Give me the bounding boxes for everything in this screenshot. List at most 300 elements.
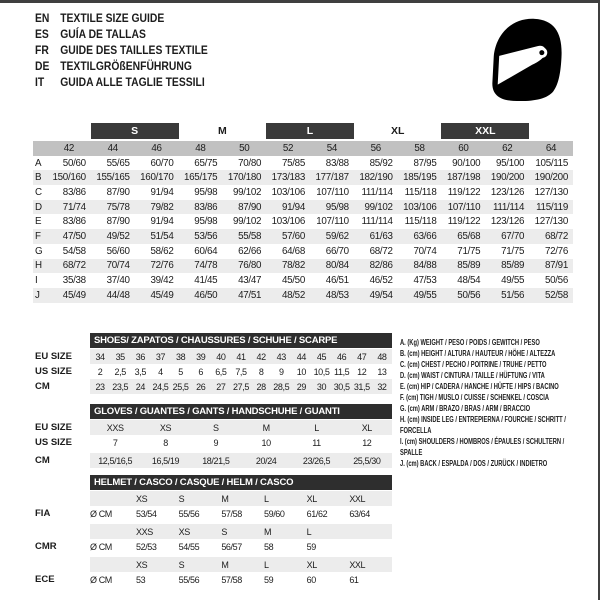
measure-value: 72/76 (544, 245, 568, 257)
size-number: 56 (370, 142, 381, 154)
size-number: 62 (502, 142, 513, 154)
shoes-value: 28,5 (273, 381, 290, 392)
gloves-value: XXS (106, 422, 124, 433)
shoes-value: 3,5 (134, 366, 146, 377)
shoes-value: 12 (357, 366, 367, 377)
measure-value: 82/86 (369, 260, 393, 272)
size-group-m: M (217, 125, 227, 137)
gloves-row-values (90, 420, 392, 435)
measure-letter: F (35, 230, 41, 242)
helmet-size-label: L (264, 559, 269, 570)
helmet-size-label: L (306, 526, 312, 537)
measure-value: 111/114 (361, 186, 393, 198)
helmet-unit-label: Ø CM (90, 574, 112, 585)
measure-value: 87/90 (106, 216, 130, 228)
measure-value: 68/72 (544, 230, 568, 242)
measure-value: 119/122 (447, 186, 481, 198)
measure-value: 95/98 (194, 216, 218, 228)
shoes-value: 6,5 (215, 366, 227, 377)
shoes-value: 42 (256, 351, 266, 362)
measure-value: 46/52 (369, 275, 393, 287)
measure-value: 61/63 (369, 230, 393, 242)
measure-value: 78/82 (281, 260, 305, 272)
legend-item: I. (cm) SHOULDERS / HOMBROS / ÉPAULES / SCHULTERN / SPALLE (400, 437, 565, 457)
language-code: ES (35, 29, 49, 41)
measure-value: 91/94 (281, 201, 305, 213)
measure-value: 46/50 (194, 289, 218, 301)
measure-letter: J (35, 289, 40, 301)
shoes-value: 25,5 (172, 381, 189, 392)
helmet-value: 59 (264, 574, 274, 585)
language-code: IT (35, 77, 45, 89)
helmet-value: 53 (136, 574, 146, 585)
gloves-row-label: CM (35, 455, 50, 466)
legend-item: F. (cm) TIGH / MUSLO / CUISSE / SCHENKEL / COSCIA (400, 393, 550, 402)
legend-item: E. (cm) HIP / CADERA / HANCHE / HÜFTE / HIPS / BACINO (400, 382, 559, 391)
helmet-value: 55/56 (178, 574, 200, 585)
legend-item: B. (cm) HEIGHT / ALTURA / HAUTEUR / HÖHE / ALTEZZA (400, 349, 556, 358)
size-group-xl: XL (390, 125, 405, 137)
shoes-row-values (90, 379, 392, 394)
shoes-value: 13 (377, 366, 387, 377)
measure-value: 170/180 (227, 172, 262, 184)
shoes-value: 23,5 (112, 381, 129, 392)
measure-row-g (33, 244, 573, 259)
language-code: DE (35, 61, 50, 73)
helmet-value: 59 (306, 541, 316, 552)
measure-value: 187/198 (447, 172, 481, 184)
measure-value: 51/54 (150, 230, 174, 242)
gloves-value: 20/24 (255, 455, 277, 466)
measure-letter: E (35, 216, 42, 228)
measure-value: 48/54 (457, 275, 481, 287)
gloves-value: L (314, 422, 319, 433)
measure-value: 123/126 (490, 186, 525, 198)
measure-value: 74/78 (194, 260, 218, 272)
helmet-size-label: S (221, 526, 227, 537)
measure-value: 150/160 (52, 172, 86, 184)
top-border-line (0, 0, 600, 3)
language-title: TEXTILGRÖßENFÜHRUNG (60, 61, 192, 73)
shoes-value: 39 (196, 351, 206, 362)
shoes-value: 24,5 (152, 381, 169, 392)
size-number: 52 (282, 142, 294, 154)
measure-value: 185/195 (403, 172, 437, 184)
language-row (35, 43, 208, 59)
measure-value: 107/110 (316, 216, 349, 228)
language-title-list (35, 11, 208, 91)
measure-value: 50/56 (457, 289, 481, 301)
measure-letter: I (35, 275, 38, 287)
measure-value: 71/75 (457, 245, 481, 257)
helmet-sizes-label-spacer (35, 557, 90, 572)
helmet-value: 60 (306, 574, 316, 585)
helmet-value: 61/62 (306, 508, 328, 519)
helmet-standard-label: FIA (35, 508, 51, 519)
shoes-value: 23 (95, 381, 105, 392)
gloves-section (35, 404, 392, 468)
measure-value: 67/70 (501, 230, 525, 242)
helmet-values-row-cmr (90, 539, 392, 554)
measure-value: 107/110 (316, 186, 349, 198)
size-number: 46 (151, 142, 162, 154)
measure-value: 55/65 (106, 157, 130, 169)
gloves-value: 11 (312, 437, 321, 448)
measure-value: 70/74 (413, 245, 437, 257)
shoes-value: 45 (316, 351, 327, 362)
measure-value: 58/62 (150, 245, 174, 257)
measure-value: 105/115 (535, 157, 568, 169)
measure-value: 43/47 (238, 275, 262, 287)
size-group-l: L (266, 123, 354, 139)
measure-value: 54/58 (62, 245, 86, 257)
measure-value: 46/51 (325, 275, 349, 287)
measure-value: 107/110 (447, 201, 481, 213)
helmet-unit-label: Ø CM (90, 508, 112, 519)
shoes-section (35, 333, 392, 394)
measure-row-f (33, 229, 573, 244)
helmet-size-label: XS (136, 559, 148, 570)
measure-value: 83/88 (325, 157, 349, 169)
size-number: 44 (107, 142, 118, 154)
measure-value: 64/68 (281, 245, 305, 257)
language-code: FR (35, 45, 49, 57)
measure-value: 111/114 (493, 201, 525, 213)
measure-value: 53/56 (194, 230, 218, 242)
measure-value: 49/54 (369, 289, 393, 301)
legend-item: J. (cm) BACK / ESPALDA / DOS / ZURÜCK / INDIETRO (400, 459, 548, 468)
helmet-size-label: XXL (349, 559, 366, 570)
measure-value: 111/114 (361, 216, 393, 228)
measure-value: 79/82 (150, 201, 174, 213)
language-title: TEXTILE SIZE GUIDE (60, 13, 165, 25)
measure-value: 76/80 (238, 260, 262, 272)
shoes-value: 28 (256, 381, 266, 392)
shoes-value: 37 (155, 351, 166, 362)
measure-letter: B (35, 172, 42, 184)
measure-letter: G (35, 245, 43, 257)
helmet-value: 63/64 (349, 508, 370, 519)
gloves-value: S (213, 422, 219, 433)
measure-value: 83/86 (194, 201, 218, 213)
shoes-row-label: EU SIZE (35, 351, 72, 362)
measure-value: 62/66 (238, 245, 262, 257)
shoes-value: 43 (276, 351, 286, 362)
language-row (35, 11, 208, 27)
measure-value: 127/130 (534, 216, 568, 228)
helmet-sizes-row-fia (90, 491, 392, 506)
measure-value: 91/94 (150, 186, 174, 198)
measure-value: 190/200 (534, 172, 568, 184)
shoes-row-values (90, 349, 392, 364)
legend-item: H. (cm) INSIDE LEG / ENTREPIERNA / FOURCHE / SCHRITT / FORCELLA (400, 415, 566, 435)
measure-value: 48/52 (281, 289, 305, 301)
measure-value: 49/55 (501, 275, 525, 287)
measure-value: 75/78 (106, 201, 130, 213)
shoes-value: 41 (236, 351, 246, 362)
measure-value: 71/74 (62, 201, 86, 213)
shoes-value: 44 (296, 351, 306, 362)
size-number: 60 (458, 142, 469, 154)
measure-value: 65/68 (457, 230, 481, 242)
measure-row-i (33, 273, 573, 288)
measure-value: 60/64 (194, 245, 218, 257)
measure-value: 41/45 (194, 275, 218, 287)
measure-value: 66/70 (325, 245, 349, 257)
gloves-value: 12 (362, 437, 372, 448)
measure-letter: D (35, 201, 42, 213)
language-row (35, 27, 208, 43)
gloves-row-values (90, 435, 392, 450)
measure-value: 52/58 (544, 289, 568, 301)
measure-value: 103/106 (271, 216, 305, 228)
helmet-size-label: M (264, 526, 272, 537)
helmet-size-label: XL (306, 493, 317, 504)
measure-value: 103/106 (403, 201, 437, 213)
helmet-value: 56/57 (221, 541, 242, 552)
measure-value: 99/102 (232, 216, 262, 228)
measure-value: 35/38 (62, 275, 86, 287)
shoes-value: 5 (178, 366, 183, 377)
legend-item: A. (Kg) WEIGHT / PESO / POIDS / GEWITCH / PESO (400, 338, 540, 347)
measure-value: 90/100 (452, 157, 481, 169)
language-row (35, 59, 208, 75)
language-row (35, 75, 208, 91)
measure-value: 177/187 (315, 172, 349, 184)
shoes-value: 7,5 (235, 366, 247, 377)
size-number: 64 (545, 142, 557, 154)
shoes-value: 6 (198, 366, 204, 377)
measure-row-c (33, 185, 573, 200)
measure-row-d (33, 200, 573, 215)
textile-size-table (33, 123, 573, 303)
measure-value: 50/60 (62, 157, 86, 169)
size-number: 58 (414, 142, 425, 154)
shoes-value: 27 (216, 381, 226, 392)
measure-value: 87/91 (544, 260, 568, 272)
helmet-values-row-ece (90, 572, 392, 587)
measure-value: 68/72 (369, 245, 393, 257)
measure-value: 80/84 (325, 260, 349, 272)
measure-value: 45/50 (281, 275, 305, 287)
measure-value: 182/190 (359, 172, 393, 184)
measure-value: 160/170 (140, 172, 174, 184)
helmet-size-label: M (221, 493, 229, 504)
shoes-value: 9 (278, 366, 284, 377)
shoes-value: 30,5 (333, 381, 350, 392)
measure-letter: A (35, 157, 42, 169)
measure-row-a (33, 156, 573, 171)
shoes-value: 36 (135, 351, 145, 362)
measure-value: 65/75 (194, 157, 218, 169)
shoes-value: 35 (115, 351, 125, 362)
shoes-title-bar: SHOES/ ZAPATOS / CHAUSSURES / SCHUHE / SCARPE (90, 333, 392, 348)
gloves-title-bar: GLOVES / GUANTES / GANTS / HANDSCHUHE / GUANTI (90, 404, 392, 419)
measure-value: 45/49 (150, 289, 174, 301)
measure-value: 75/85 (281, 157, 305, 169)
measure-value: 173/183 (271, 172, 305, 184)
measure-value: 45/49 (62, 289, 86, 301)
gloves-value: 10 (261, 437, 271, 448)
gloves-value: 16,5/19 (151, 455, 180, 466)
size-number: 50 (239, 142, 250, 154)
measure-value: 48/53 (325, 289, 349, 301)
helmet-values-row-fia (90, 506, 392, 521)
size-group-s: S (91, 123, 179, 139)
measure-value: 83/86 (62, 186, 86, 198)
gloves-value: 9 (213, 437, 219, 448)
gloves-row-values (90, 453, 392, 468)
shoes-row-label: CM (35, 381, 50, 392)
gloves-value: 23/26,5 (302, 455, 331, 466)
measure-value: 127/130 (534, 186, 568, 198)
gloves-value: M (262, 422, 270, 433)
gloves-value: 25,5/30 (353, 455, 381, 466)
measure-value: 83/86 (62, 216, 86, 228)
helmet-value: 58 (264, 541, 274, 552)
measure-value: 115/118 (404, 216, 437, 228)
measure-value: 55/58 (238, 230, 262, 242)
measure-value: 70/80 (238, 157, 262, 169)
helmet-value: 52/53 (136, 541, 157, 552)
measure-value: 99/102 (364, 201, 393, 213)
legend-item: C. (cm) CHEST / PECHO / POITRINE / TRUHE / PETTO (400, 360, 547, 369)
shoes-value: 24 (135, 381, 145, 392)
measure-value: 155/165 (96, 172, 130, 184)
language-title: GUIDE DES TAILLES TEXTILE (60, 45, 208, 57)
measure-value: 190/200 (490, 172, 525, 184)
measure-value: 87/90 (238, 201, 262, 213)
size-number: 48 (195, 142, 206, 154)
measure-value: 60/70 (150, 157, 174, 169)
measure-value: 59/62 (325, 230, 349, 242)
gloves-value: 7 (112, 437, 118, 448)
helmet-value: 55/56 (178, 508, 200, 519)
helmet-value: 59/60 (264, 508, 285, 519)
shoes-value: 47 (357, 351, 367, 362)
measure-row-b (33, 170, 573, 185)
helmet-unit-label: Ø CM (90, 541, 112, 552)
gloves-row-label: EU SIZE (35, 422, 72, 433)
measure-value: 123/126 (490, 216, 525, 228)
measure-value: 44/48 (106, 289, 130, 301)
helmet-size-label: M (221, 559, 229, 570)
measure-value: 47/51 (238, 289, 262, 301)
shoes-value: 31,5 (353, 381, 370, 392)
helmet-sizes-row-ece (90, 557, 392, 572)
shoes-value: 30 (316, 381, 327, 392)
gloves-value: 12,5/16,5 (98, 455, 133, 466)
measure-value: 37/40 (106, 275, 130, 287)
helmet-standard-label: ECE (35, 574, 55, 585)
measure-value: 91/94 (150, 216, 174, 228)
measure-value: 115/118 (404, 186, 437, 198)
gloves-value: XS (159, 422, 172, 433)
measure-letter: C (35, 186, 42, 198)
measure-row-e (33, 214, 573, 229)
language-code: EN (35, 13, 50, 25)
shoes-row-values (90, 364, 392, 379)
helmet-size-label: XXL (349, 493, 366, 504)
helmet-size-label: S (178, 493, 185, 504)
measure-value: 50/56 (544, 275, 568, 287)
measure-row-j (33, 288, 573, 303)
helmet-size-label: XS (178, 526, 190, 537)
helmet-size-label: L (264, 493, 269, 504)
shoes-value: 10 (296, 366, 306, 377)
measure-value: 103/106 (271, 186, 305, 198)
measure-value: 49/52 (106, 230, 130, 242)
measure-value: 95/98 (325, 201, 349, 213)
gloves-row-label: US SIZE (35, 437, 72, 448)
gloves-value: XL (361, 422, 372, 433)
measure-value: 85/92 (369, 157, 393, 169)
gloves-value: 8 (163, 437, 168, 448)
measure-value: 84/88 (413, 260, 437, 272)
size-number: 54 (326, 142, 338, 154)
legend-item: D. (cm) WAIST / CINTURA / TAILLE / HÜFTUNG / VITA (400, 371, 545, 380)
legend-items (400, 337, 573, 469)
helmet-size-label: XL (306, 559, 317, 570)
measure-value: 115/119 (536, 201, 568, 213)
shoes-value: 4 (158, 366, 163, 377)
shoes-value: 2,5 (114, 366, 126, 377)
measure-value: 39/42 (150, 275, 174, 287)
shoes-value: 8 (258, 366, 264, 377)
measure-letter: H (35, 260, 42, 272)
shoes-value: 26 (196, 381, 206, 392)
helmet-size-label: XXS (136, 526, 153, 537)
shoes-value: 38 (175, 351, 186, 362)
textile-group-row (33, 123, 573, 139)
measure-value: 95/98 (194, 186, 218, 198)
measure-value: 85/89 (501, 260, 525, 272)
helmet-standard-label: CMR (35, 541, 57, 552)
shoes-value: 40 (216, 351, 226, 362)
shoes-value: 32 (377, 381, 387, 392)
helmet-value: 53/54 (136, 508, 157, 519)
measure-value: 71/75 (501, 245, 525, 257)
measure-value: 47/50 (62, 230, 86, 242)
helmet-sizes-label-spacer (35, 524, 90, 539)
helmet-title-bar: HELMET / CASCO / CASQUE / HELM / CASCO (90, 475, 392, 490)
size-group-xxl: XXL (441, 123, 529, 139)
shoes-value: 10,5 (313, 366, 330, 377)
measure-value: 47/53 (413, 275, 437, 287)
shoes-row-label: US SIZE (35, 366, 72, 377)
helmet-icon (490, 15, 564, 110)
measure-value: 68/72 (62, 260, 86, 272)
shoes-value: 46 (337, 351, 347, 362)
measure-value: 51/56 (501, 289, 525, 301)
measure-value: 119/122 (447, 216, 481, 228)
textile-sizes-row (33, 141, 573, 156)
measure-value: 72/76 (150, 260, 174, 272)
measure-value: 63/66 (413, 230, 437, 242)
language-title: GUIDA ALLE TAGLIE TESSILI (60, 77, 205, 89)
helmet-value: 54/55 (178, 541, 200, 552)
measure-value: 49/55 (413, 289, 437, 301)
size-number: 42 (63, 142, 75, 154)
helmet-value: 61 (349, 574, 359, 585)
shoes-value: 29 (296, 381, 306, 392)
measure-value: 87/90 (106, 186, 130, 198)
helmet-section (35, 475, 392, 587)
measure-value: 85/89 (457, 260, 481, 272)
shoes-value: 48 (377, 351, 387, 362)
measurement-legend (400, 337, 573, 469)
shoes-value: 34 (95, 351, 105, 362)
